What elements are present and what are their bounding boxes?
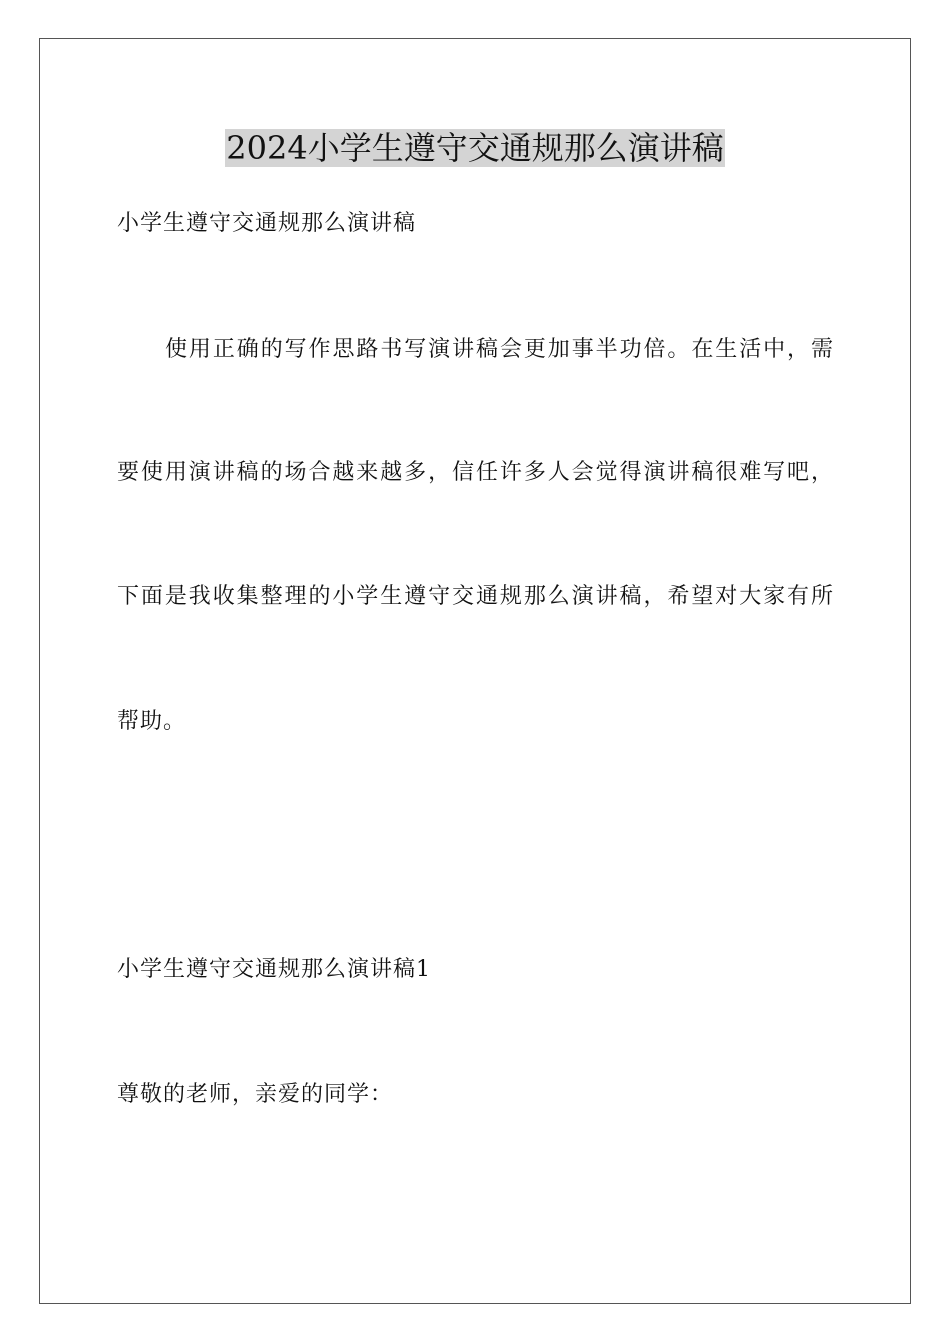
greeting: 尊敬的老师，亲爱的同学： xyxy=(117,1082,394,1107)
intro-line-4: 帮助。 xyxy=(117,709,187,734)
intro-line-3: 下面是我收集整理的小学生遵守交通规那么演讲稿，希望对大家有所 xyxy=(117,584,833,609)
intro-line-2: 要使用演讲稿的场合越来越多，信任许多人会觉得演讲稿很难写吧， xyxy=(117,460,833,485)
document-subtitle: 小学生遵守交通规那么演讲稿 xyxy=(117,211,417,236)
section-heading: 小学生遵守交通规那么演讲稿1 xyxy=(117,957,431,982)
intro-line-1: 使用正确的写作思路书写演讲稿会更加事半功倍。在生活中，需 xyxy=(165,337,833,362)
document-title-text: 2024小学生遵守交通规那么演讲稿 xyxy=(226,129,724,167)
document-title xyxy=(0,124,950,172)
